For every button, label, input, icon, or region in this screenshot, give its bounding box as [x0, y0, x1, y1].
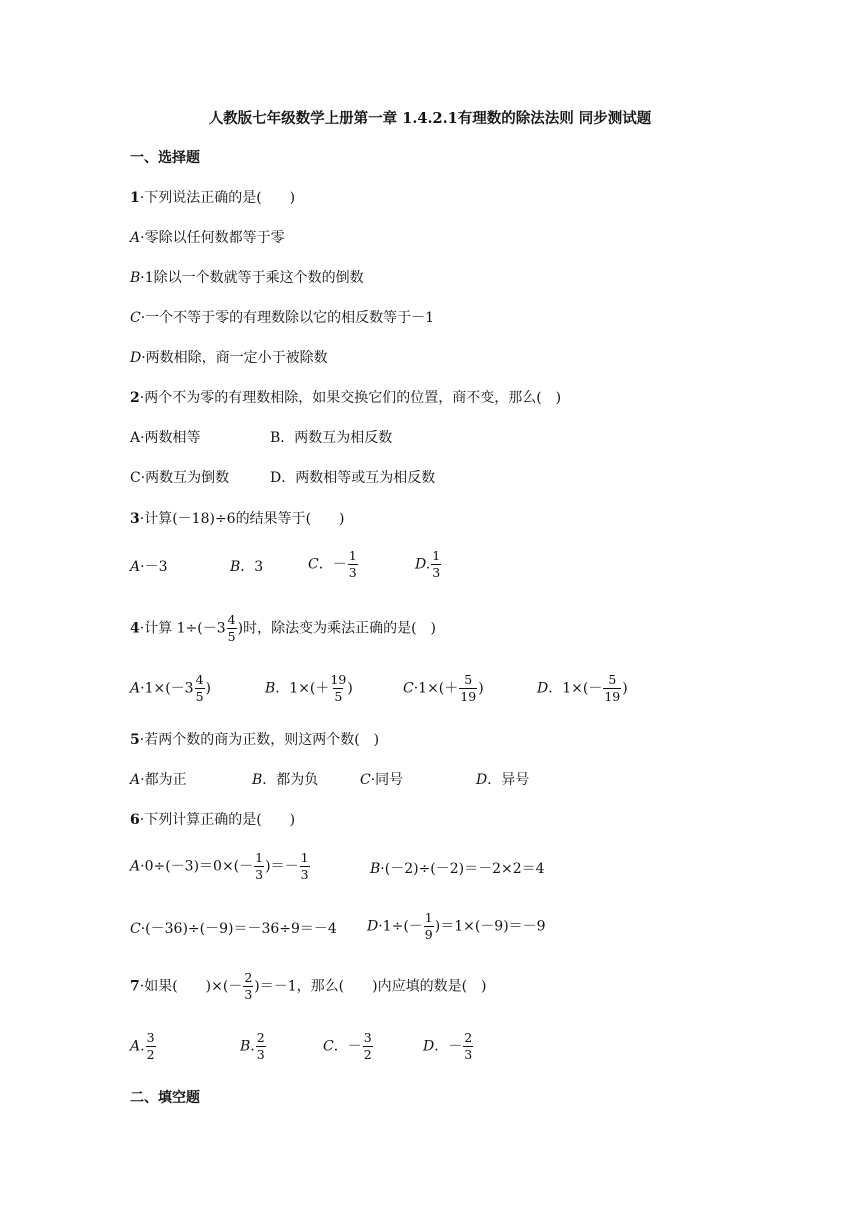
numerator: 2 [464, 1030, 473, 1045]
q1-option-a [130, 229, 285, 247]
option-text: ·(－36)÷(－9)＝－36÷9＝－4 [140, 921, 337, 937]
option-letter: D [415, 556, 426, 573]
q2-option-a: A·两数相等 [130, 430, 201, 446]
option-dot: . [425, 556, 431, 573]
option-letter: C [403, 680, 414, 697]
option-text: ．－ [333, 1038, 362, 1055]
q6-option-d [367, 910, 546, 943]
option-dot: . [250, 1038, 255, 1055]
option-letter: A [130, 559, 141, 575]
option-letter: D [423, 1038, 435, 1055]
option-letter: A [130, 1038, 141, 1055]
option-dot: . [140, 1038, 145, 1055]
numerator: 1 [255, 850, 264, 865]
denominator: 3 [300, 867, 309, 882]
option-text: ．1×(－ [548, 680, 603, 697]
option-text: ·零除以任何数都等于零 [140, 230, 285, 246]
option-text: ·(－2)÷(－2)＝－2×2＝4 [380, 861, 545, 877]
option-text: ．－ [318, 556, 347, 573]
q7-option-a [130, 1030, 157, 1063]
denominator: 5 [334, 689, 343, 704]
option-text: ．1×(＋ [275, 680, 330, 697]
option-letter: A [130, 230, 141, 246]
denominator: 3 [256, 1047, 265, 1062]
q4-option-a [130, 672, 211, 705]
q6-option-c [130, 920, 337, 938]
section-heading-fill: 二、填空题 [130, 1090, 200, 1106]
numerator: 1 [300, 850, 309, 865]
denominator: 9 [424, 927, 433, 942]
q7-option-b [240, 1030, 267, 1063]
option-text: ·都为正 [140, 772, 187, 788]
fraction [256, 1030, 266, 1063]
option-text: ·1除以一个数就等于乘这个数的倒数 [140, 270, 364, 286]
question-text: ·下列计算正确的是( ) [139, 812, 296, 828]
option-text: ．都为负 [262, 772, 319, 788]
question-5-stem [130, 731, 379, 749]
option-text: ．－ [434, 1038, 463, 1055]
question-text: ·下列说法正确的是( ) [139, 190, 296, 206]
option-letter: B [252, 772, 263, 788]
option-letter: A [130, 772, 141, 788]
option-text: )＝－ [265, 858, 299, 875]
option-letter: A [130, 858, 141, 875]
fraction [254, 850, 264, 883]
q1-option-c [130, 309, 434, 327]
numerator: 4 [227, 612, 236, 627]
q1-option-b [130, 269, 364, 287]
option-text: ) [478, 680, 484, 697]
option-letter: B [240, 1038, 251, 1055]
option-text: ·－3 [140, 559, 168, 575]
question-6-stem [130, 811, 295, 829]
option-text: ·1÷(－ [378, 918, 423, 935]
option-letter: B [130, 270, 141, 286]
question-number: 4 [130, 620, 140, 637]
option-letter: C [360, 772, 371, 788]
numerator: 4 [195, 672, 204, 687]
question-number: 1 [130, 190, 140, 206]
question-text: ·如果( )×(－ [139, 978, 243, 995]
q5-option-c [360, 771, 403, 789]
fraction [195, 672, 205, 705]
q7-option-c [323, 1030, 374, 1063]
q3-option-c [308, 548, 359, 581]
fraction [146, 1030, 156, 1063]
numerator: 5 [464, 672, 473, 687]
denominator: 3 [255, 867, 264, 882]
denominator: 3 [464, 1047, 473, 1062]
option-letter: B [370, 861, 381, 877]
option-text: ·一个不等于零的有理数除以它的相反数等于－1 [140, 310, 435, 326]
option-text: ·两数相除，商一定小于被除数 [141, 350, 328, 366]
option-text: ·1×(－3 [140, 680, 194, 697]
option-letter: D [476, 772, 488, 788]
question-number: 2 [130, 390, 140, 406]
fraction [243, 970, 253, 1003]
numerator: 3 [363, 1030, 372, 1045]
q3-option-b [230, 558, 263, 576]
question-3-stem [130, 510, 345, 528]
document-title: 人教版七年级数学上册第一章 1.4.2.1有理数的除法法则 同步测试题 [208, 110, 652, 127]
denominator: 3 [244, 987, 253, 1002]
q6-option-b [370, 860, 545, 878]
fraction [459, 672, 477, 705]
option-text: ) [622, 680, 628, 697]
fraction [463, 1030, 473, 1063]
question-text: ·计算 1÷(－3 [139, 620, 226, 637]
numerator: 2 [244, 970, 253, 985]
question-number: 7 [130, 978, 140, 995]
denominator: 3 [432, 565, 441, 580]
q2-option-b: B．两数互为相反数 [270, 430, 393, 446]
question-4-stem [130, 612, 436, 645]
question-text: ·若两个数的商为正数，则这两个数( ) [139, 732, 380, 748]
q4-option-d [537, 672, 628, 705]
fraction [424, 910, 434, 943]
numerator: 5 [608, 672, 617, 687]
numerator: 1 [432, 548, 441, 563]
option-letter: D [367, 918, 379, 935]
option-letter: D [537, 680, 549, 697]
option-text: ．异号 [487, 772, 530, 788]
numerator: 1 [348, 548, 357, 563]
question-2-stem [130, 389, 561, 407]
q3-option-a [130, 558, 167, 576]
fraction [348, 548, 358, 581]
option-letter: C [308, 556, 319, 573]
option-text: ·0÷(－3)＝0×(－ [140, 858, 254, 875]
option-text: ) [347, 680, 353, 697]
option-letter: C [323, 1038, 334, 1055]
option-text: ) [205, 680, 212, 697]
denominator: 19 [604, 689, 621, 704]
q2-option-c: C·两数互为倒数 [130, 470, 230, 486]
denominator: 19 [460, 689, 477, 704]
question-text: ·两个不为零的有理数相除，如果交换它们的位置，商不变，那么( ) [139, 390, 562, 406]
q6-option-a [130, 850, 311, 883]
option-letter: B [230, 559, 241, 575]
question-text: )＝－1，那么( )内应填的数是( ) [254, 978, 487, 995]
question-7-stem [130, 970, 487, 1003]
question-number: 3 [130, 511, 140, 527]
option-text: ·1×(＋ [413, 680, 459, 697]
option-text: )＝1×(－9)＝－9 [434, 918, 546, 935]
option-letter: C [130, 310, 141, 326]
numerator: 3 [146, 1030, 155, 1045]
question-text: ·计算(－18)÷6的结果等于( ) [139, 511, 345, 527]
question-number: 6 [130, 812, 140, 828]
q5-option-a [130, 771, 187, 789]
option-letter: D [130, 350, 142, 366]
denominator: 2 [146, 1047, 155, 1062]
denominator: 5 [195, 689, 204, 704]
option-letter: A [130, 680, 141, 697]
denominator: 2 [363, 1047, 372, 1062]
denominator: 5 [227, 629, 236, 644]
numerator: 19 [330, 672, 347, 687]
option-text: ·同号 [370, 772, 404, 788]
q7-option-d [423, 1030, 474, 1063]
option-letter: C [130, 921, 141, 937]
fraction [431, 548, 441, 581]
fraction [227, 612, 237, 645]
section-heading-choice: 一、选择题 [130, 150, 200, 166]
fraction [300, 850, 310, 883]
fraction [363, 1030, 373, 1063]
q3-option-d [415, 548, 442, 581]
denominator: 3 [348, 565, 357, 580]
q4-option-b [265, 672, 353, 705]
question-text: )时，除法变为乘法正确的是( ) [237, 620, 437, 637]
q5-option-d [476, 771, 529, 789]
numerator: 2 [256, 1030, 265, 1045]
q1-option-d [130, 349, 328, 367]
option-letter: B [265, 680, 276, 697]
fraction [603, 672, 621, 705]
q2-option-d: D．两数相等或互为相反数 [270, 470, 436, 486]
q4-option-c [403, 672, 484, 705]
question-1-stem [130, 189, 295, 207]
question-number: 5 [130, 732, 140, 748]
numerator: 1 [424, 910, 433, 925]
fraction [330, 672, 346, 705]
option-text: ．3 [240, 559, 264, 575]
q5-option-b [252, 771, 318, 789]
